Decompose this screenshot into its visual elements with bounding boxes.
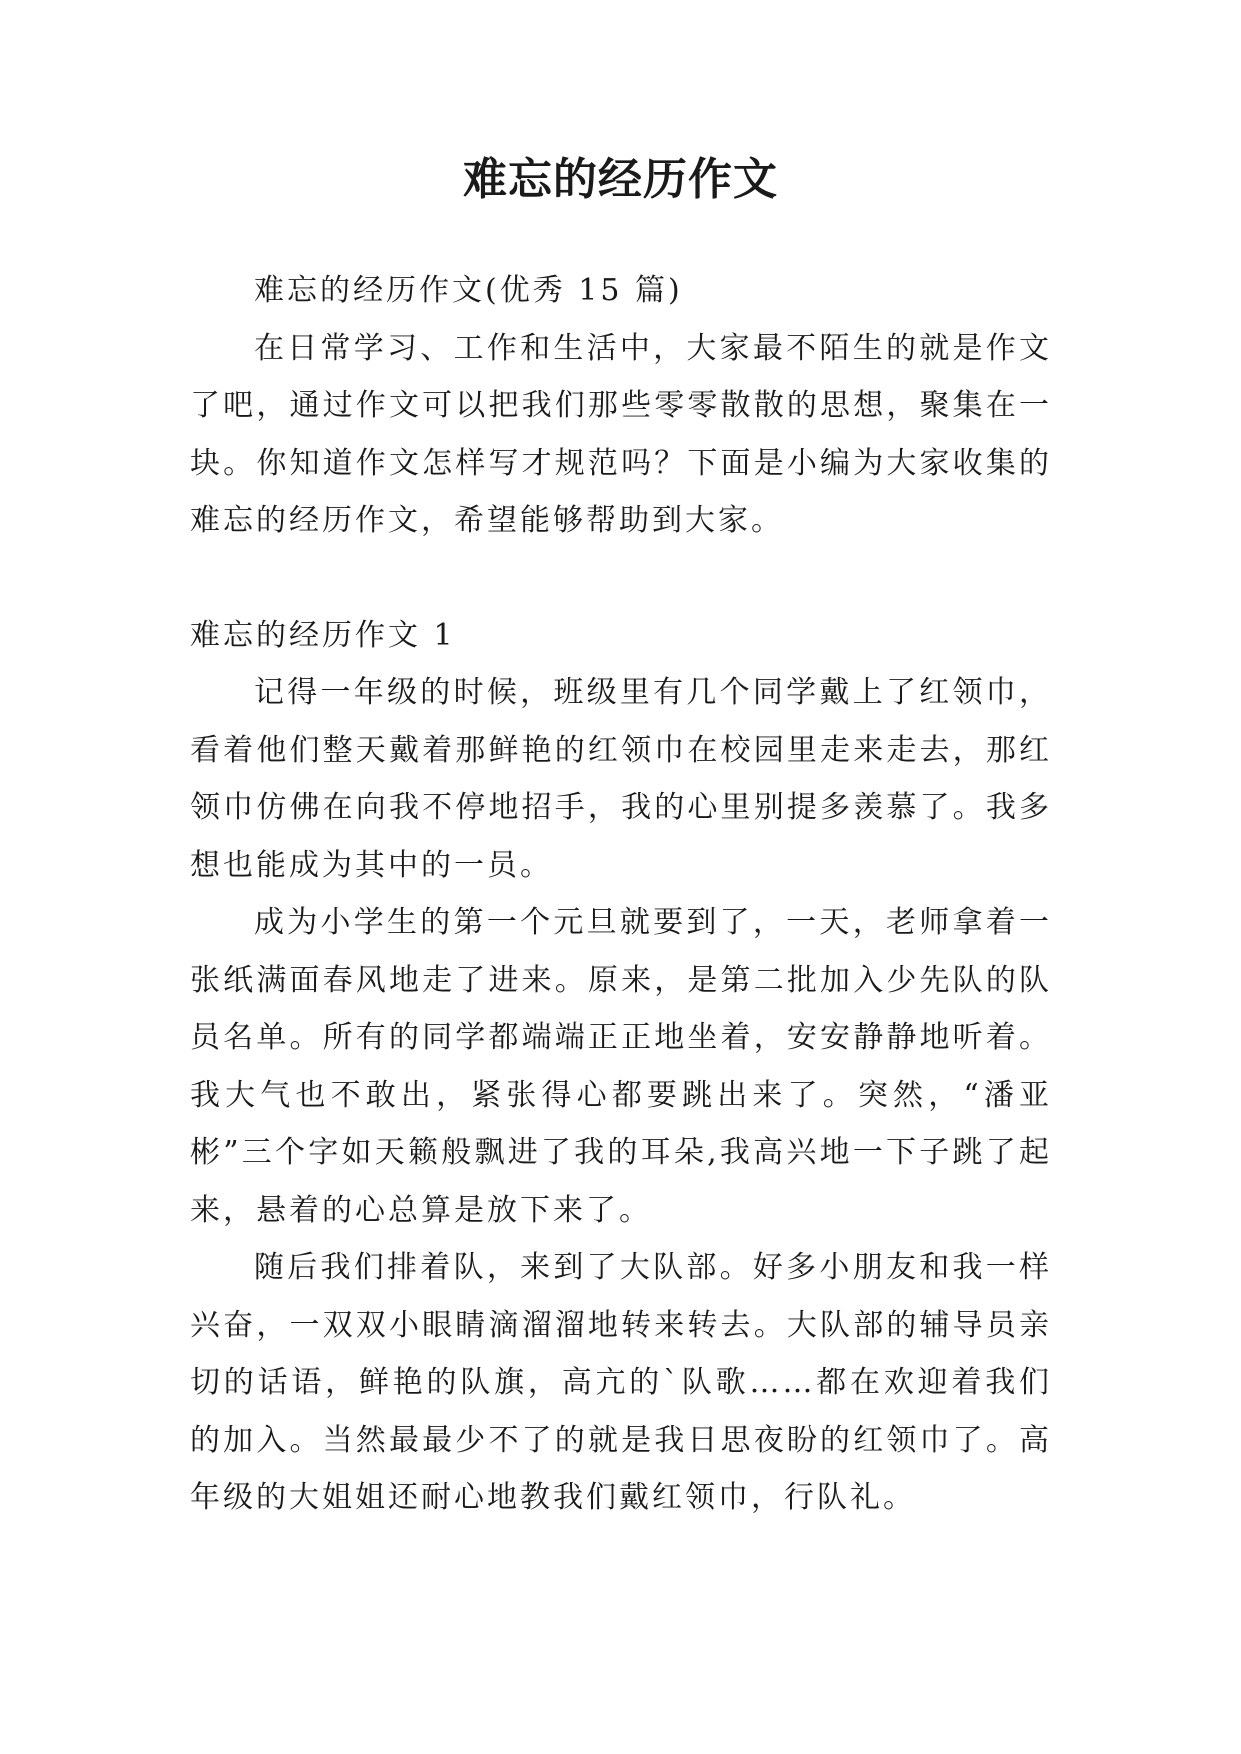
body-paragraph: 记得一年级的时候，班级里有几个同学戴上了红领巾，看着他们整天戴着那鲜艳的红领巾在校园里走来走去，那红领巾仿佛在向我不停地招手，我的心里别提多羡慕了。我多想也能成为其中的一员。 [190, 675, 1052, 883]
document-subtitle: 难忘的经历作文(优秀 15 篇) [254, 273, 683, 308]
paragraph-spacer [190, 550, 1052, 607]
body-paragraph: 随后我们排着队，来到了大队部。好多小朋友和我一样兴奋，一双双小眼睛滴溜溜地转来转去。大队部的辅导员亲切的话语，鲜艳的队旗，高亢的`队歌……都在欢迎着我们的加入。当然最最少不了的就是我日思夜盼的红领巾了。高年级的大姐姐还耐心地教我们戴红领巾，行队礼。 [190, 1250, 1052, 1515]
body-paragraph: 成为小学生的第一个元旦就要到了，一天，老师拿着一张纸满面春风地走了进来。原来，是第二批加入少先队的队员名单。所有的同学都端端正正地坐着，安安静静地听着。我大气也不敢出，紧张得心都要跳出来了。突然，“潘亚彬”三个字如天籁般飘进了我的耳朵,我高兴地一下子跳了起来，悬着的心总算是放下来了。 [190, 905, 1052, 1228]
intro-paragraph: 在日常学习、工作和生活中，大家最不陌生的就是作文了吧，通过作文可以把我们那些零零散散的思想，聚集在一块。你知道作文怎样写才规范吗？下面是小编为大家收集的难忘的经历作文，希望能够帮助到大家。 [190, 330, 1052, 538]
section-heading: 难忘的经历作文 1 [190, 617, 456, 653]
document-title: 难忘的经历作文 [463, 154, 778, 205]
document-body [190, 262, 1052, 1527]
